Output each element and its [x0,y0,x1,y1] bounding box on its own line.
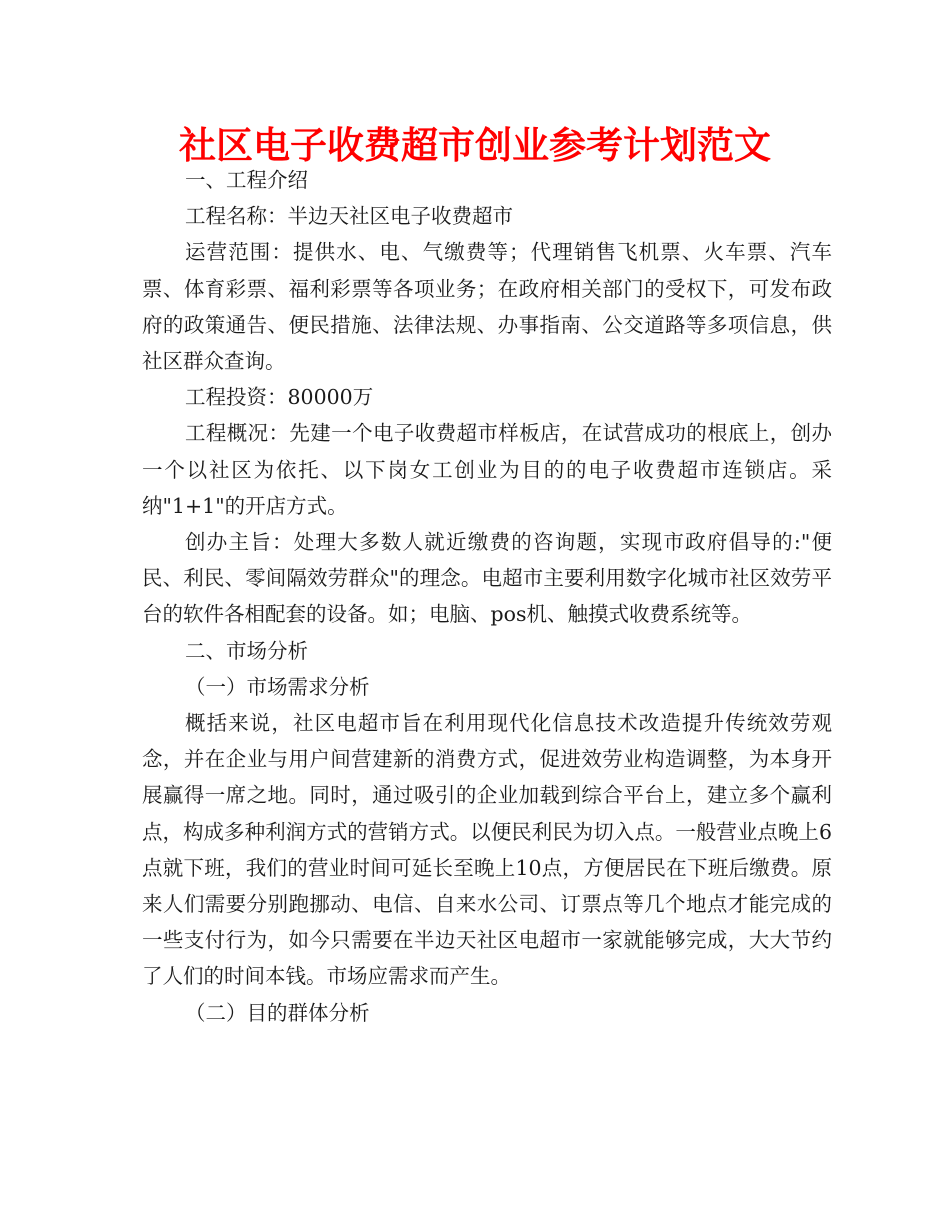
project-overview-paragraph: 工程概况：先建一个电子收费超市样板店，在试营成功的根底上，创办一个以社区为依托、以下岗女工创业为目的的电子收费超市连锁店。采纳"1+1"的开店方式。 [142,421,832,518]
founding-purpose-paragraph: 创办主旨：处理大多数人就近缴费的咨询题，实现市政府倡导的:"便民、利民、零间隔效劳群众"的理念。电超市主要利用数字化城市社区效劳平台的软件各相配套的设备。如；电脑、pos机、触摸式收费系统等。 [142,530,832,627]
subsection-heading-demand-analysis: （一）市场需求分析 [185,674,370,699]
demand-analysis-paragraph: 概括来说，社区电超市旨在利用现代化信息技术改造提升传统效劳观念，并在企业与用户间营建新的消费方式，促进效劳业构造调整，为本身开展赢得一席之地。同时，通过吸引的企业加载到综合平台上，建立多个赢利点，构成多种利润方式的营销方式。以便民利民为切入点。一般营业点晚上6点就下班，我们的营业时间可延长至晚上10点，方便居民在下班后缴费。原来人们需要分别跑挪动、电信、自来水公司、订票点等几个地点才能完成的一些支付行为，如今只需要在半边天社区电超市一家就能够完成，大大节约了人们的时间本钱。市场应需求而产生。 [142,711,832,989]
project-name-paragraph: 工程名称：半边天社区电子收费超市 [185,204,513,229]
operating-scope-paragraph: 运营范围：提供水、电、气缴费等；代理销售飞机票、火车票、汽车票、体育彩票、福利彩票等各项业务；在政府相关部门的受权下，可发布政府的政策通告、便民措施、法律法规、办事指南、公交道路等多项信息，供社区群众查询。 [142,240,832,374]
document-title: 社区电子收费超市创业参考计划范文 [179,124,771,167]
document-body [142,162,832,1031]
project-investment-paragraph: 工程投资：80000万 [185,385,374,410]
subsection-heading-target-group: （二）目的群体分析 [185,1000,370,1025]
section-heading-market-analysis: 二、市场分析 [185,638,308,663]
section-heading-project-intro: 一、工程介绍 [185,168,308,192]
